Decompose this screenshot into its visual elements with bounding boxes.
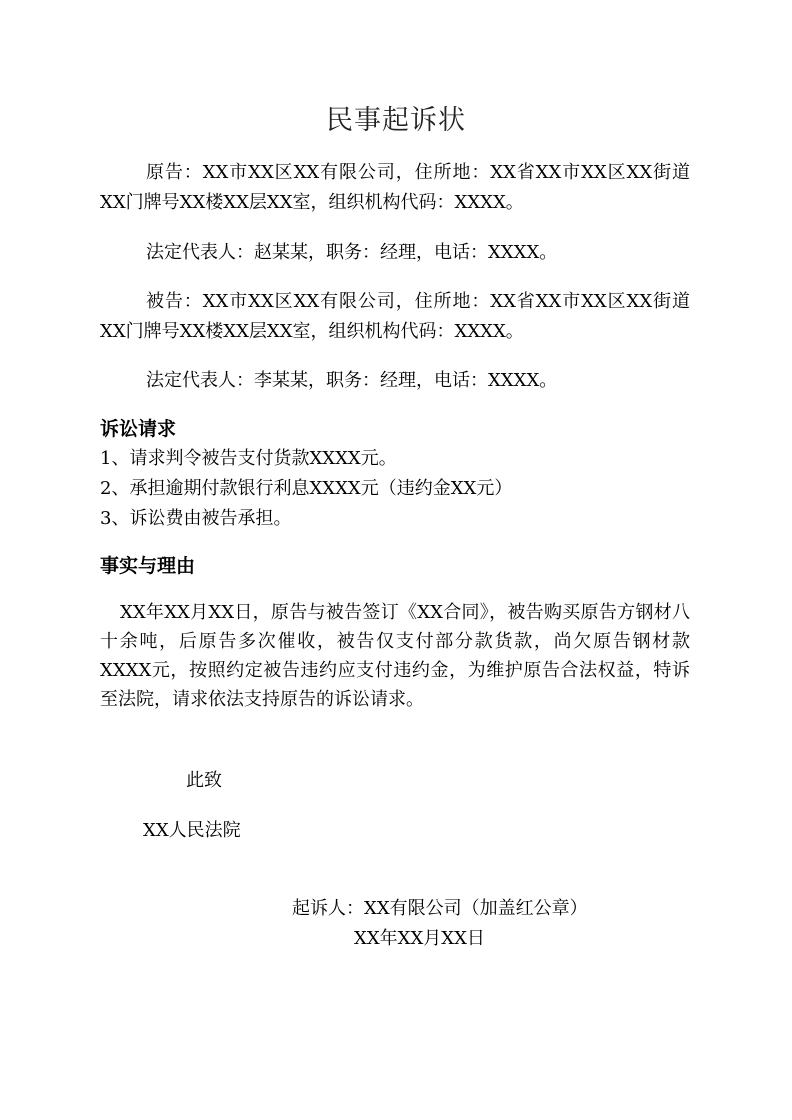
claim-item: 2、承担逾期付款银行利息XXXX元（违约金XX元） bbox=[100, 478, 513, 499]
date-line: XX年XX月XX日 bbox=[354, 928, 485, 949]
claim-item: 1、请求判令被告支付货款XXXX元。 bbox=[100, 448, 397, 469]
court-name: XX人民法院 bbox=[143, 820, 241, 841]
claim-item: 3、诉讼费由被告承担。 bbox=[100, 508, 292, 529]
claims-heading: 诉讼请求 bbox=[100, 418, 177, 440]
defendant-representative: 法定代表人：李某某，职务：经理，电话：XXXX。 bbox=[146, 370, 558, 391]
facts-paragraph: XX年XX月XX日，原告与被告签订《XX合同》，被告购买原告方钢材八十余吨，后原告多次催收，被告仅支付部分款货款，尚欠原告钢材款XXXX元，按照约定被告违约应支付违约金，为维护原告合法权益，特诉至法院，请求依法支持原告的诉讼请求。 bbox=[100, 602, 690, 710]
plaintiff-paragraph: 原告：XX市XX区XX有限公司，住所地：XX省XX市XX区XX街道XX门牌号XX楼XX层XX室，组织机构代码：XXXX。 bbox=[100, 162, 690, 213]
plaintiff-representative: 法定代表人：赵某某，职务：经理，电话：XXXX。 bbox=[146, 242, 558, 263]
document-title: 民事起诉状 bbox=[326, 105, 466, 136]
closing-salutation: 此致 bbox=[186, 770, 222, 791]
signature-line: 起诉人：XX有限公司（加盖红公章） bbox=[292, 898, 588, 919]
facts-heading: 事实与理由 bbox=[100, 555, 196, 577]
defendant-paragraph: 被告：XX市XX区XX有限公司，住所地：XX省XX市XX区XX街道XX门牌号XX楼XX层XX室，组织机构代码：XXXX。 bbox=[100, 291, 690, 342]
